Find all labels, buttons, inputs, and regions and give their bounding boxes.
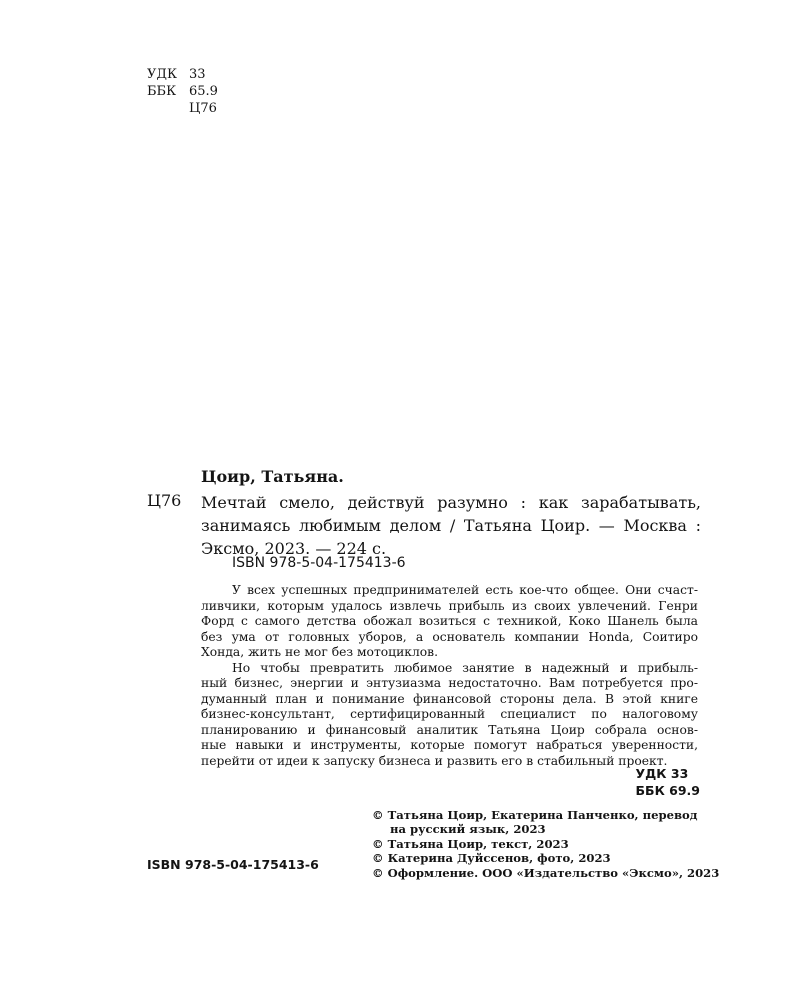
classification-codes xyxy=(636,765,700,799)
udk-code: УДК 33 xyxy=(635,766,689,781)
bbk-label: ББК xyxy=(147,84,177,99)
title-line: занимаясь любимым делом / Татьяна Цоир. — Москва : xyxy=(201,516,701,535)
annotation xyxy=(201,583,698,769)
annotation-line: думанный план и понимание финансовой стороны дела. В этой книге xyxy=(201,691,698,706)
annotation-paragraph-2 xyxy=(201,661,698,770)
title-line: Эксмо, 2023. — 224 с. xyxy=(201,539,387,558)
udk-value: 33 xyxy=(189,67,206,82)
author-heading: Цоир, Татьяна. xyxy=(201,467,344,486)
cutter-value: Ц76 xyxy=(189,101,217,116)
classification-index xyxy=(147,66,218,117)
annotation-paragraph-1 xyxy=(201,583,698,661)
annotation-line: Форд с самого детства обожал возиться с техникой, Коко Шанель была xyxy=(201,614,698,628)
bbk-code: ББК 69.9 xyxy=(635,783,700,798)
udk-label: УДК xyxy=(147,67,178,82)
annotation-line: У всех успешных предпринимателей есть кое-что общее. Они счаст- xyxy=(232,583,698,597)
annotation-line: бизнес-консультант, сертифицированный специалист по налоговому xyxy=(201,707,698,721)
annotation-line: без ума от головных уборов, а основатель компании Honda, Соитиро xyxy=(201,629,698,644)
isbn-record: ISBN 978-5-04-175413-6 xyxy=(232,555,406,571)
copyright-line: на русский язык, 2023 xyxy=(390,822,546,837)
cutter-row xyxy=(147,100,218,117)
title-line: Мечтай смело, действуй разумно : как зарабатывать, xyxy=(201,493,701,512)
annotation-line: Хонда, жить не мог без мотоциклов. xyxy=(201,645,438,659)
annotation-line: ные навыки и инструменты, которые помогут набраться уверенности, xyxy=(201,738,698,752)
annotation-line: планированию и финансовый аналитик Татьяна Цоир собрала основ- xyxy=(201,722,698,737)
bbk-value: 65.9 xyxy=(189,84,218,99)
annotation-line: ный бизнес, энергии и энтузиазма недостаточно. Вам потребуется про- xyxy=(201,676,698,690)
annotation-line: Но чтобы превратить любимое занятие в надежный и прибыль- xyxy=(232,660,698,675)
isbn-bottom: ISBN 978-5-04-175413-6 xyxy=(147,857,319,872)
udk-row xyxy=(147,66,218,83)
annotation-line: ливчики, которым удалось извлечь прибыль из своих увлечений. Генри xyxy=(201,598,698,613)
copyright-line: © Оформление. ООО «Издательство «Эксмо», 2023 xyxy=(372,865,720,880)
copyright-line: © Катерина Дуйссенов, фото, 2023 xyxy=(372,851,611,866)
cutter-mark: Ц76 xyxy=(147,491,182,510)
title-description xyxy=(201,491,701,560)
copyright-block xyxy=(372,808,719,880)
annotation-line: перейти от идеи к запуску бизнеса и развить его в стабильный проект. xyxy=(201,753,668,768)
copyright-line: © Татьяна Цоир, текст, 2023 xyxy=(372,836,569,851)
copyright-line: © Татьяна Цоир, Екатерина Панченко, перевод xyxy=(372,808,698,822)
bbk-row xyxy=(147,83,218,100)
